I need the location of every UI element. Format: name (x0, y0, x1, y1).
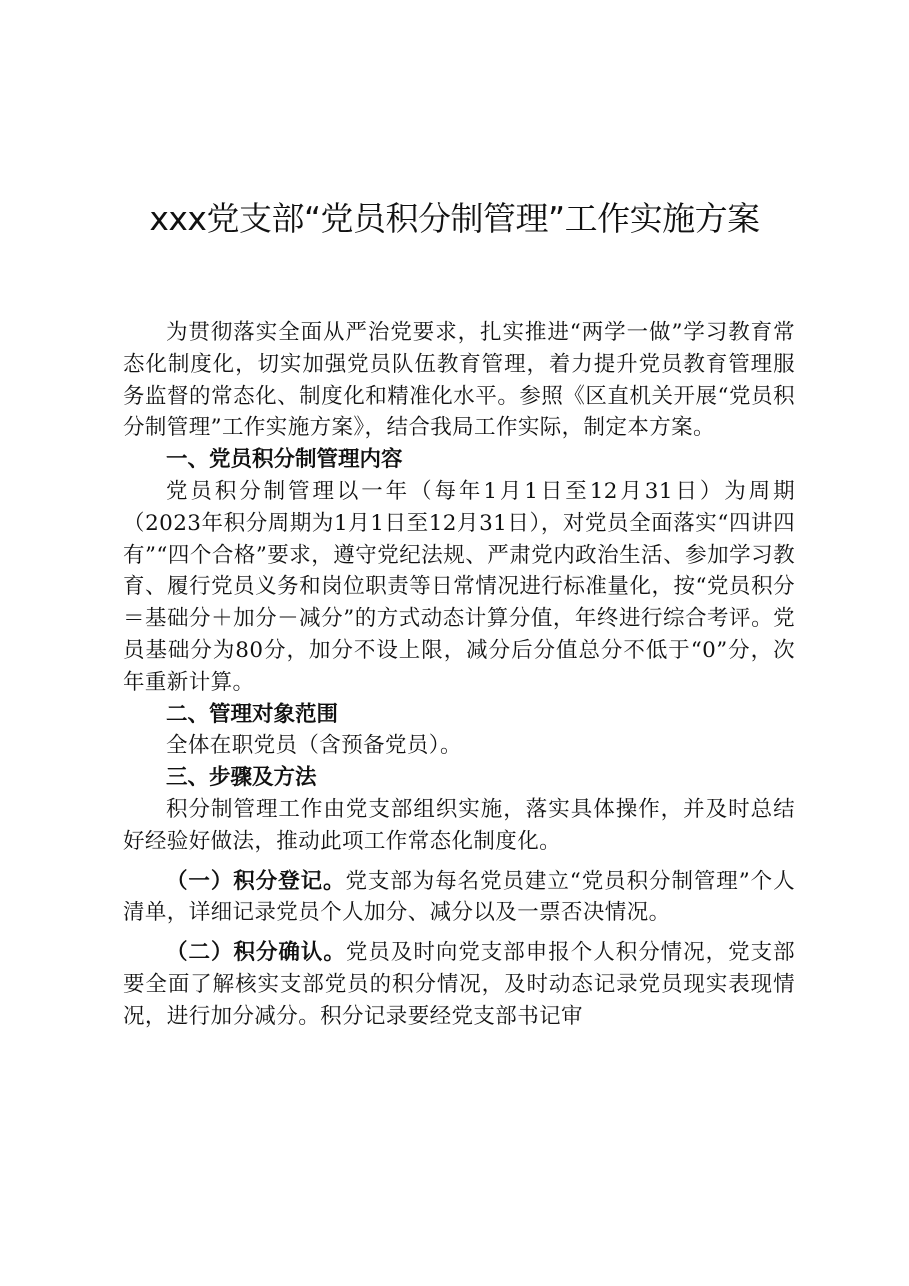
document-title: xxx党支部“党员积分制管理”工作实施方案 (149, 199, 760, 238)
item-1-text: 党支部为每名党员建立“党员积分制管理”个人清单，详细记录党员个人加分、减分以及一票否决情况。 (123, 868, 796, 926)
section-1-paragraph: 党员积分制管理以一年（每年1月1日至12月31日）为周期（2023年积分周期为1月1日至12月31日），对党员全面落实“四讲四有”“四个合格”要求，遵守党纪法规、严肃党内政治生活、参加学习教育、履行党员义务和岗位职责等日常情况进行标准量化，按“党员积分＝基础分＋加分－减分”的方式动态计算分值，年终进行综合考评。党员基础分为80分，加分不设上限，减分后分值总分不低于“0”分，次年重新计算。 (123, 478, 795, 695)
section-2-paragraph: 全体在职党员（含预备党员）。 (166, 733, 462, 759)
section-1-heading: 一、党员积分制管理内容 (166, 447, 403, 473)
document-body (123, 317, 795, 1033)
item-2-text: 党员及时向党支部申报个人积分情况，党支部要全面了解核实支部党员的积分情况，及时动态记录党员现实表现情况，进行加分减分。积分记录要经党支部书记审 (123, 940, 795, 1029)
section-2-heading: 二、管理对象范围 (166, 701, 339, 727)
item-2-label: （二）积分确认。 (166, 940, 346, 966)
section-3-paragraph: 积分制管理工作由党支部组织实施，落实具体操作，并及时总结好经验好做法，推动此项工作常态化制度化。 (123, 796, 795, 854)
item-2-paragraph (123, 937, 795, 1032)
item-1-label: （一）积分登记。 (166, 868, 346, 894)
section-3-heading: 三、步骤及方法 (166, 765, 317, 791)
intro-paragraph: 为贯彻落实全面从严治党要求，扎实推进“两学一做”学习教育常态化制度化，切实加强党员队伍教育管理，着力提升党员教育管理服务监督的常态化、制度化和精准化水平。参照《区直机关开展“党员积分制管理”工作实施方案》，结合我局工作实际，制定本方案。 (123, 320, 795, 441)
item-1-paragraph (123, 866, 795, 930)
